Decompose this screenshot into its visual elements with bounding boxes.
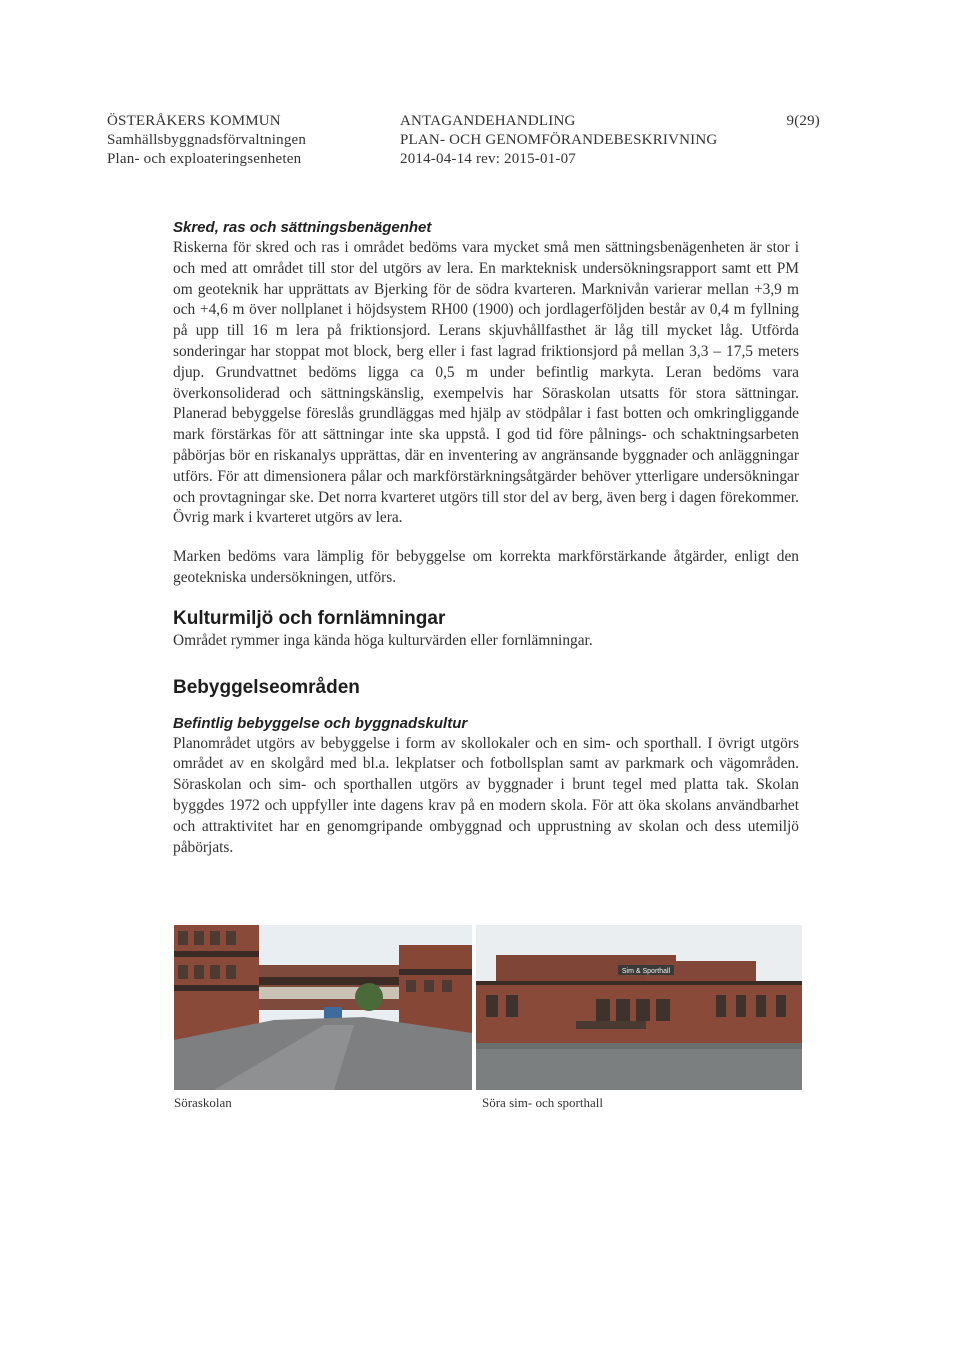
header-org-line-2: Samhällsbyggnadsförvaltningen [107,132,307,148]
section-heading-kulturmiljo: Kulturmiljö och fornlämningar [173,607,446,629]
skred-paragraph-1: Riskerna för skred och ras i området bedöms vara mycket små men sättningsbenägenheten är stor i och med att området till stor del utgörs av lera. En markteknisk undersökningsrapport samt ett PM om geoteknik har upprättats av Bjerking för de södra kvarteren. Marknivån varierar mellan +3,9 m och +4,6 m över nollplanet i höjdsystem RH00 (1900) och jordlagerföljden består av 0,4 m fyllning på upp till 16 m lera på friktionsjord. Lerans skjuvhållfasthet är låg till mycket låg. Utförda sonderingar har stoppat mot block, berg eller i fast lagrad friktionsjord på mellan 3,3 – 17,5 meters djup. Grundvattnet bedöms ligga ca 0,5 m under befintlig markyta. Leran bedöms vara överkonsoliderad och sättningskänslig, exempelvis har Söraskolan utsatts för stora sättningar. Planerad bebyggelse föreslås grundläggas med hjälp av stödpålar i fast botten och omkringliggande mark förstärkas för att sättningar inte ska uppstå. I god tid före pålnings- och schaktningsarbeten påbörjas bör en riskanalys upprättas, där en inventering av angränsande byggnader och anläggningar utförs. För att dimensionera pålar och markförstärkningsåtgärder behöver ytterligare undersökningar och provtagningar ske. Det norra kvarteret utgörs till stor del av berg, även berg i dagen förekommer. Övrig mark i kvarteret utgörs av lera. [173,239,799,527]
photo-caption-sports-hall: Söra sim- och sporthall [482,1095,603,1110]
header-doc-line-1: ANTAGANDEHANDLING [400,113,576,129]
photo-sports-hall [476,925,802,1090]
main-content [173,218,799,858]
header-org-line-3: Plan- och exploateringsenheten [107,151,302,167]
kulturmiljo-paragraph: Området rymmer inga kända höga kulturvärden eller fornlämningar. [173,631,593,649]
bebyggelse-paragraph: Planområdet utgörs av bebyggelse i form av skollokaler och en sim- och sporthall. I övrigt utgörs området av en skolgård med bl.a. lekplatser och fotbollsplan samt av parkmark och vägområden. Söraskolan och sim- och sporthallen utgörs av byggnader i brunt tegel med platta tak. Skolan byggdes 1972 och uppfyller inte dagens krav på en modern skola. För att öka skolans användbarhet och attraktivitet har en genomgripande ombyggnad och upprustning av skolan och dess utemiljö påbörjats. [173,734,799,856]
header-document-info [400,112,717,169]
skred-paragraph-2: Marken bedöms vara lämplig för bebyggelse om korrekta markförstärkande åtgärder, enligt den geotekniska undersökningen, utförs. [173,548,799,586]
photo-caption-school: Söraskolan [174,1095,232,1110]
section-heading-bebyggelse: Bebyggelseområden [173,676,360,698]
header-doc-line-2: PLAN- OCH GENOMFÖRANDEBESKRIVNING [400,132,718,148]
section-heading-skred: Skred, ras och sättningsbenägenhet [173,219,432,236]
sports-hall-sign-text: Sim & Sporthall [621,968,671,975]
header-doc-line-3: 2014-04-14 rev: 2015-01-07 [400,151,577,167]
page-number: 9(29) [786,113,820,129]
header-organization [107,112,306,169]
subsection-heading-befintlig: Befintlig bebyggelse och byggnadskultur [173,714,468,732]
header-org-line-1: ÖSTERÅKERS KOMMUN [107,113,281,129]
photo-school-building [174,925,472,1090]
